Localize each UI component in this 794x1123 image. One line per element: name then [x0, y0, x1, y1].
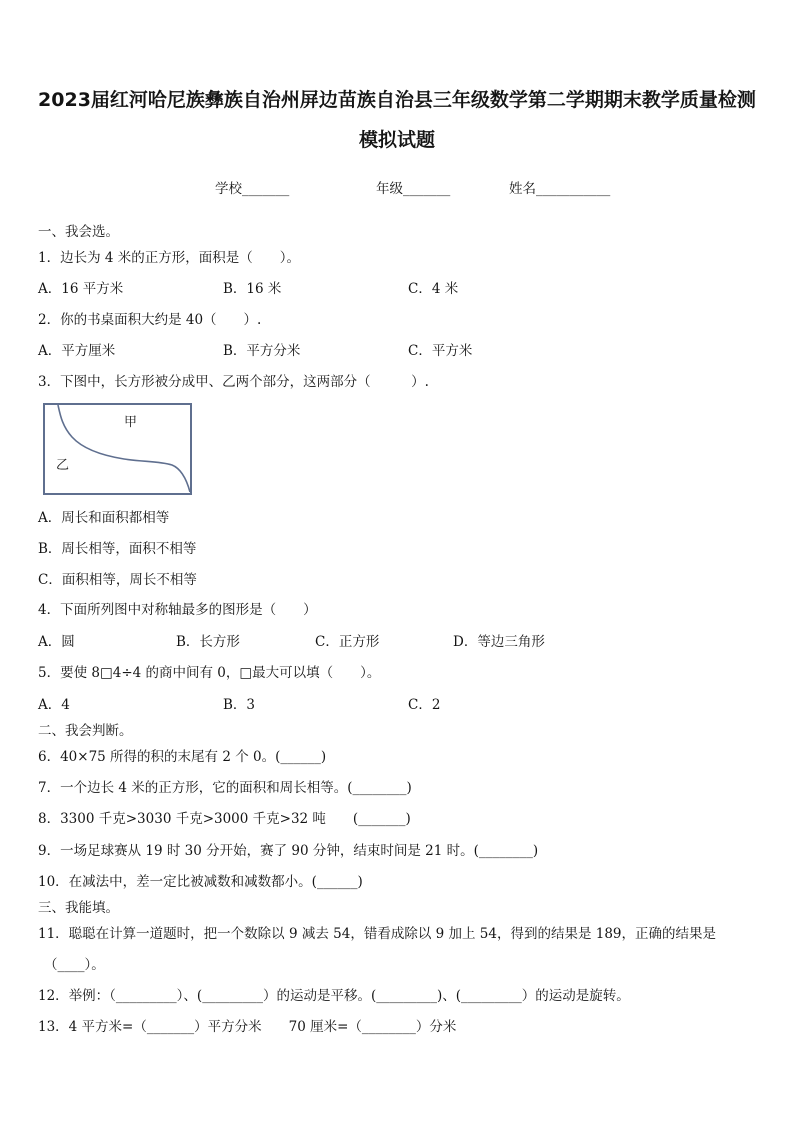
page-title-line-2: 模拟试题 — [358, 129, 435, 151]
question-1-option-b: B．16 米 — [223, 281, 282, 297]
question-3-option-c: C．面积相等，周长不相等 — [38, 572, 197, 588]
question-2-option-a: A．平方厘米 — [38, 343, 116, 359]
question-4-option-d: D．等边三角形 — [453, 634, 545, 650]
question-5-option-c: C．2 — [408, 697, 441, 713]
question-8: 8．3300 千克>3030 千克>3000 千克>32 吨 (_______) — [38, 811, 411, 827]
figure-rectangle — [44, 404, 191, 494]
question-3-option-b: B．周长相等，面积不相等 — [38, 541, 197, 557]
question-4-stem: 4．下面所列图中对称轴最多的图形是（ ） — [38, 602, 317, 618]
question-11-line-2: （____）。 — [44, 957, 105, 973]
question-3-option-a: A．周长和面积都相等 — [38, 510, 170, 526]
question-1-option-a: A．16 平方米 — [38, 281, 124, 297]
page-title-line-1: 2023届红河哈尼族彝族自治州屏边苗族自治县三年级数学第二学期期末教学质量检测 — [38, 89, 756, 111]
section-1-heading: 一、我会选。 — [38, 224, 119, 240]
question-4-option-a: A．圆 — [38, 634, 75, 650]
question-3-stem: 3．下图中，长方形被分成甲、乙两个部分，这两部分（ ）. — [38, 374, 429, 390]
question-2-stem: 2．你的书桌面积大约是 40（ ）. — [38, 312, 262, 328]
section-2-heading: 二、我会判断。 — [38, 723, 133, 739]
figure-label-jia: 甲 — [124, 415, 138, 430]
question-12: 12．举例：（_________）、(_________）的运动是平移。(_________)、(_________）的运动是旋转。 — [38, 988, 630, 1004]
question-9: 9．一场足球赛从 19 时 30 分开始，赛了 90 分钟，结束时间是 21 时。(________) — [38, 843, 539, 859]
question-6: 6．40×75 所得的积的末尾有 2 个 0。(______) — [38, 749, 327, 765]
question-4-option-b: B．长方形 — [176, 634, 240, 650]
school-field: 学校_______ — [215, 181, 290, 197]
section-3-heading: 三、我能填。 — [38, 900, 119, 916]
question-1-stem: 1．边长为 4 米的正方形，面积是（ ）。 — [38, 250, 301, 266]
question-10: 10．在减法中，差一定比被减数和减数都小。(______) — [38, 874, 363, 890]
question-4-option-c: C．正方形 — [315, 634, 380, 650]
question-1-option-c: C．4 米 — [408, 281, 459, 297]
name-field: 姓名___________ — [509, 181, 611, 197]
question-11-line-1: 11．聪聪在计算一道题时，把一个数除以 9 减去 54，错看成除以 9 加上 54，得到的结果是 189，正确的结果是 — [38, 926, 717, 942]
grade-field: 年级_______ — [376, 181, 451, 197]
question-5-option-a: A．4 — [38, 697, 70, 713]
question-5-option-b: B．3 — [223, 697, 256, 713]
question-5-stem: 5．要使 8□4÷4 的商中间有 0，□最大可以填（ ）。 — [38, 665, 381, 681]
question-2-option-b: B．平方分米 — [223, 343, 301, 359]
question-2-option-c: C．平方米 — [408, 343, 473, 359]
question-7: 7．一个边长 4 米的正方形，它的面积和周长相等。(________) — [38, 780, 412, 796]
question-3-figure — [42, 402, 193, 496]
question-13: 13．4 平方米=（_______）平方分米 70 厘米=（________）分米 — [38, 1019, 457, 1035]
figure-label-yi: 乙 — [56, 458, 70, 473]
